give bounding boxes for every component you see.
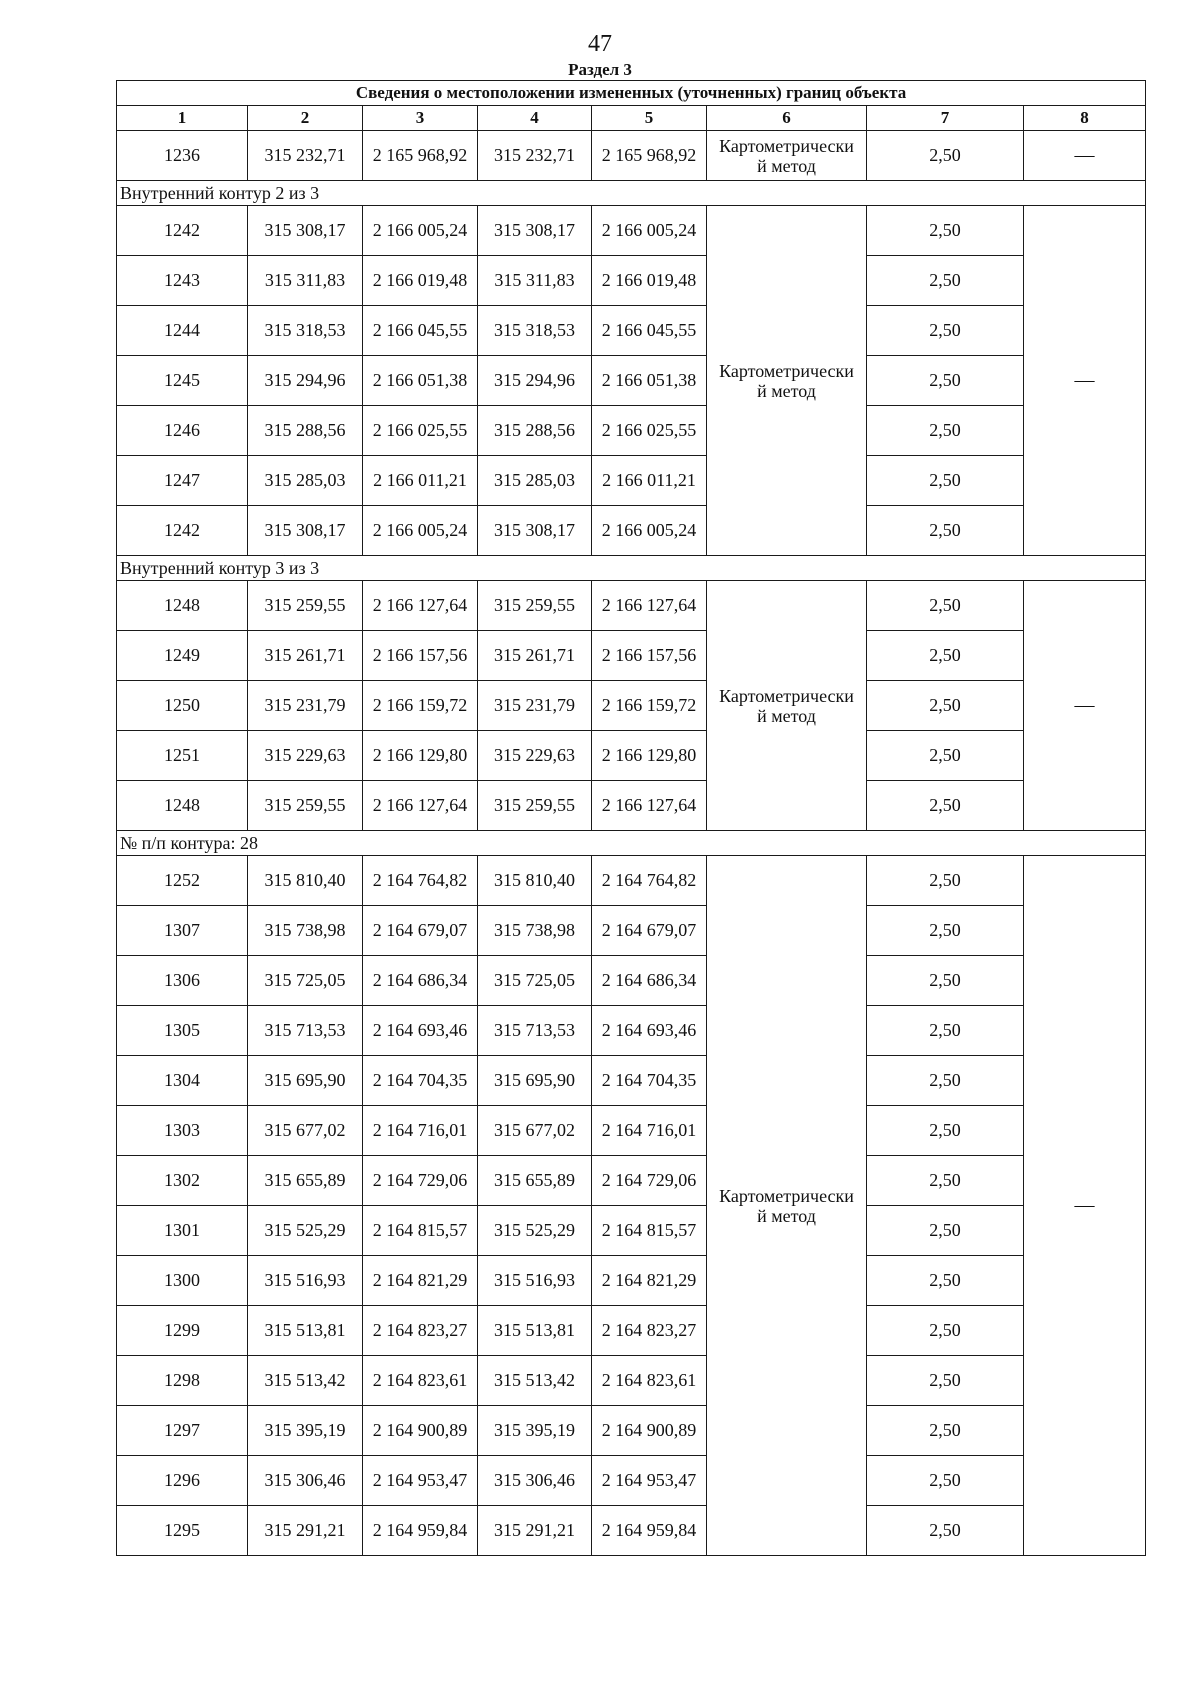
y-existing: 2 166 005,24 <box>363 506 478 556</box>
column-number-row <box>117 106 1146 131</box>
table-row <box>117 456 1146 506</box>
x-refined: 315 655,89 <box>478 1156 592 1206</box>
point-number: 1297 <box>117 1406 248 1456</box>
point-number: 1307 <box>117 906 248 956</box>
y-refined: 2 164 693,46 <box>592 1006 707 1056</box>
y-existing: 2 164 823,27 <box>363 1306 478 1356</box>
y-refined: 2 166 045,55 <box>592 306 707 356</box>
contour-label: Внутренний контур 3 из 3 <box>117 556 1146 581</box>
y-existing: 2 164 823,61 <box>363 1356 478 1406</box>
accuracy-value: 2,50 <box>867 1006 1024 1056</box>
accuracy-value: 2,50 <box>867 1506 1024 1556</box>
accuracy-value: 2,50 <box>867 206 1024 256</box>
y-refined: 2 164 686,34 <box>592 956 707 1006</box>
x-refined: 315 516,93 <box>478 1256 592 1306</box>
x-refined: 315 232,71 <box>478 131 592 181</box>
accuracy-value: 2,50 <box>867 1406 1024 1456</box>
y-refined: 2 166 025,55 <box>592 406 707 456</box>
point-number: 1298 <box>117 1356 248 1406</box>
method-text: й метод <box>757 380 816 401</box>
x-existing: 315 655,89 <box>248 1156 363 1206</box>
accuracy-value: 2,50 <box>867 781 1024 831</box>
x-refined: 315 311,83 <box>478 256 592 306</box>
y-existing: 2 166 157,56 <box>363 631 478 681</box>
y-refined: 2 164 953,47 <box>592 1456 707 1506</box>
y-refined: 2 164 823,61 <box>592 1356 707 1406</box>
table-row <box>117 631 1146 681</box>
y-existing: 2 166 025,55 <box>363 406 478 456</box>
method-text: й метод <box>757 155 816 176</box>
method-text: Картометрически <box>719 360 854 381</box>
x-existing: 315 229,63 <box>248 731 363 781</box>
accuracy-value: 2,50 <box>867 506 1024 556</box>
x-refined: 315 713,53 <box>478 1006 592 1056</box>
page-number: 47 <box>588 31 612 57</box>
x-refined: 315 695,90 <box>478 1056 592 1106</box>
point-number: 1299 <box>117 1306 248 1356</box>
column-number: 8 <box>1024 106 1146 131</box>
y-refined: 2 164 704,35 <box>592 1056 707 1106</box>
x-existing: 315 311,83 <box>248 256 363 306</box>
x-existing: 315 695,90 <box>248 1056 363 1106</box>
table-row <box>117 1306 1146 1356</box>
x-refined: 315 229,63 <box>478 731 592 781</box>
point-number: 1236 <box>117 131 248 181</box>
x-existing: 315 713,53 <box>248 1006 363 1056</box>
x-existing: 315 725,05 <box>248 956 363 1006</box>
accuracy-value: 2,50 <box>867 581 1024 631</box>
column-number: 6 <box>707 106 867 131</box>
method-cell <box>707 856 867 1556</box>
y-existing: 2 164 815,57 <box>363 1206 478 1256</box>
x-existing: 315 306,46 <box>248 1456 363 1506</box>
point-number: 1248 <box>117 581 248 631</box>
point-number: 1304 <box>117 1056 248 1106</box>
method-text: Картометрически <box>719 135 854 156</box>
table-row <box>117 406 1146 456</box>
y-existing: 2 166 127,64 <box>363 581 478 631</box>
column-number: 7 <box>867 106 1024 131</box>
x-existing: 315 525,29 <box>248 1206 363 1256</box>
x-refined: 315 288,56 <box>478 406 592 456</box>
accuracy-value: 2,50 <box>867 906 1024 956</box>
y-refined: 2 164 821,29 <box>592 1256 707 1306</box>
x-refined: 315 395,19 <box>478 1406 592 1456</box>
x-existing: 315 232,71 <box>248 131 363 181</box>
y-refined: 2 166 127,64 <box>592 581 707 631</box>
y-refined: 2 166 129,80 <box>592 731 707 781</box>
x-existing: 315 231,79 <box>248 681 363 731</box>
x-existing: 315 308,17 <box>248 506 363 556</box>
x-refined: 315 513,42 <box>478 1356 592 1406</box>
x-refined: 315 294,96 <box>478 356 592 406</box>
method-text: й метод <box>757 705 816 726</box>
y-refined: 2 164 959,84 <box>592 1506 707 1556</box>
table-row <box>117 581 1146 631</box>
x-refined: 315 291,21 <box>478 1506 592 1556</box>
section-title: Раздел 3 <box>568 60 632 79</box>
method-text: Картометрически <box>719 1185 854 1206</box>
y-existing: 2 164 716,01 <box>363 1106 478 1156</box>
point-number: 1296 <box>117 1456 248 1506</box>
x-existing: 315 810,40 <box>248 856 363 906</box>
contour-header-row <box>117 556 1146 581</box>
table-row <box>117 781 1146 831</box>
x-existing: 315 261,71 <box>248 631 363 681</box>
x-existing: 315 291,21 <box>248 1506 363 1556</box>
contour-label: Внутренний контур 2 из 3 <box>117 181 1146 206</box>
x-refined: 315 231,79 <box>478 681 592 731</box>
point-number: 1300 <box>117 1256 248 1306</box>
x-refined: 315 259,55 <box>478 781 592 831</box>
coordinates-table <box>116 80 1146 1556</box>
y-existing: 2 164 764,82 <box>363 856 478 906</box>
x-refined: 315 677,02 <box>478 1106 592 1156</box>
y-refined: 2 166 127,64 <box>592 781 707 831</box>
x-refined: 315 725,05 <box>478 956 592 1006</box>
y-existing: 2 164 959,84 <box>363 1506 478 1556</box>
accuracy-value: 2,50 <box>867 256 1024 306</box>
accuracy-value: 2,50 <box>867 681 1024 731</box>
x-existing: 315 259,55 <box>248 781 363 831</box>
table-title-row <box>117 81 1146 106</box>
x-refined: 315 525,29 <box>478 1206 592 1256</box>
point-number: 1305 <box>117 1006 248 1056</box>
accuracy-value: 2,50 <box>867 1356 1024 1406</box>
table-row <box>117 306 1146 356</box>
table-row <box>117 731 1146 781</box>
y-refined: 2 164 729,06 <box>592 1156 707 1206</box>
x-existing: 315 395,19 <box>248 1406 363 1456</box>
point-number: 1247 <box>117 456 248 506</box>
point-number: 1302 <box>117 1156 248 1206</box>
x-existing: 315 285,03 <box>248 456 363 506</box>
table-row <box>117 1506 1146 1556</box>
point-number: 1242 <box>117 206 248 256</box>
accuracy-value: 2,50 <box>867 1206 1024 1256</box>
y-existing: 2 166 045,55 <box>363 306 478 356</box>
table-row <box>117 1456 1146 1506</box>
column-number: 3 <box>363 106 478 131</box>
table-row <box>117 131 1146 181</box>
point-number: 1242 <box>117 506 248 556</box>
table-row <box>117 1256 1146 1306</box>
y-existing: 2 166 011,21 <box>363 456 478 506</box>
accuracy-value: 2,50 <box>867 356 1024 406</box>
table-row <box>117 956 1146 1006</box>
x-existing: 315 513,81 <box>248 1306 363 1356</box>
y-refined: 2 165 968,92 <box>592 131 707 181</box>
accuracy-value: 2,50 <box>867 1256 1024 1306</box>
y-existing: 2 164 821,29 <box>363 1256 478 1306</box>
accuracy-value: 2,50 <box>867 306 1024 356</box>
y-refined: 2 166 005,24 <box>592 506 707 556</box>
accuracy-value: 2,50 <box>867 1056 1024 1106</box>
y-existing: 2 166 019,48 <box>363 256 478 306</box>
method-text: й метод <box>757 1205 816 1226</box>
method-cell <box>707 581 867 831</box>
y-existing: 2 164 704,35 <box>363 1056 478 1106</box>
table-body <box>117 81 1146 1556</box>
y-refined: 2 164 764,82 <box>592 856 707 906</box>
x-existing: 315 288,56 <box>248 406 363 456</box>
point-number: 1252 <box>117 856 248 906</box>
y-refined: 2 166 019,48 <box>592 256 707 306</box>
table-row <box>117 856 1146 906</box>
accuracy-value: 2,50 <box>867 731 1024 781</box>
y-existing: 2 164 679,07 <box>363 906 478 956</box>
table-row <box>117 681 1146 731</box>
table-row <box>117 1106 1146 1156</box>
point-number: 1303 <box>117 1106 248 1156</box>
accuracy-value: 2,50 <box>867 631 1024 681</box>
accuracy-value: 2,50 <box>867 1106 1024 1156</box>
point-number: 1249 <box>117 631 248 681</box>
x-existing: 315 513,42 <box>248 1356 363 1406</box>
accuracy-value: 2,50 <box>867 131 1024 181</box>
accuracy-value: 2,50 <box>867 956 1024 1006</box>
column-number: 1 <box>117 106 248 131</box>
y-refined: 2 164 815,57 <box>592 1206 707 1256</box>
accuracy-value: 2,50 <box>867 1456 1024 1506</box>
y-refined: 2 166 157,56 <box>592 631 707 681</box>
table-row <box>117 206 1146 256</box>
table-row <box>117 1356 1146 1406</box>
table-row <box>117 1056 1146 1106</box>
point-number: 1246 <box>117 406 248 456</box>
y-refined: 2 166 159,72 <box>592 681 707 731</box>
x-existing: 315 738,98 <box>248 906 363 956</box>
point-number: 1295 <box>117 1506 248 1556</box>
accuracy-value: 2,50 <box>867 1306 1024 1356</box>
column-number: 5 <box>592 106 707 131</box>
x-refined: 315 261,71 <box>478 631 592 681</box>
x-refined: 315 810,40 <box>478 856 592 906</box>
y-existing: 2 164 693,46 <box>363 1006 478 1056</box>
y-existing: 2 164 686,34 <box>363 956 478 1006</box>
y-existing: 2 164 900,89 <box>363 1406 478 1456</box>
table-row <box>117 256 1146 306</box>
y-existing: 2 166 051,38 <box>363 356 478 406</box>
y-existing: 2 166 127,64 <box>363 781 478 831</box>
x-refined: 315 306,46 <box>478 1456 592 1506</box>
table-row <box>117 1156 1146 1206</box>
column-8-value: — <box>1024 206 1146 556</box>
point-number: 1248 <box>117 781 248 831</box>
y-existing: 2 164 953,47 <box>363 1456 478 1506</box>
table-row <box>117 1006 1146 1056</box>
accuracy-value: 2,50 <box>867 1156 1024 1206</box>
y-existing: 2 166 159,72 <box>363 681 478 731</box>
y-existing: 2 166 005,24 <box>363 206 478 256</box>
point-number: 1245 <box>117 356 248 406</box>
table-row <box>117 506 1146 556</box>
contour-header-row <box>117 181 1146 206</box>
y-refined: 2 164 679,07 <box>592 906 707 956</box>
y-refined: 2 164 823,27 <box>592 1306 707 1356</box>
accuracy-value: 2,50 <box>867 456 1024 506</box>
method-cell <box>707 131 867 181</box>
table-row <box>117 1406 1146 1456</box>
x-existing: 315 294,96 <box>248 356 363 406</box>
table-title: Сведения о местоположении измененных (уточненных) границ объекта <box>117 81 1146 106</box>
point-number: 1243 <box>117 256 248 306</box>
y-existing: 2 164 729,06 <box>363 1156 478 1206</box>
column-8-value: — <box>1024 131 1146 181</box>
y-existing: 2 166 129,80 <box>363 731 478 781</box>
x-refined: 315 285,03 <box>478 456 592 506</box>
y-refined: 2 166 051,38 <box>592 356 707 406</box>
y-refined: 2 164 716,01 <box>592 1106 707 1156</box>
x-refined: 315 318,53 <box>478 306 592 356</box>
column-8-value: — <box>1024 856 1146 1556</box>
y-existing: 2 165 968,92 <box>363 131 478 181</box>
x-existing: 315 516,93 <box>248 1256 363 1306</box>
column-8-value: — <box>1024 581 1146 831</box>
point-number: 1251 <box>117 731 248 781</box>
x-existing: 315 308,17 <box>248 206 363 256</box>
point-number: 1306 <box>117 956 248 1006</box>
contour-label: № п/п контура: 28 <box>117 831 1146 856</box>
x-refined: 315 308,17 <box>478 506 592 556</box>
contour-header-row <box>117 831 1146 856</box>
x-existing: 315 318,53 <box>248 306 363 356</box>
y-refined: 2 166 005,24 <box>592 206 707 256</box>
table-row <box>117 906 1146 956</box>
x-refined: 315 308,17 <box>478 206 592 256</box>
point-number: 1250 <box>117 681 248 731</box>
x-existing: 315 677,02 <box>248 1106 363 1156</box>
accuracy-value: 2,50 <box>867 856 1024 906</box>
point-number: 1301 <box>117 1206 248 1256</box>
method-cell <box>707 206 867 556</box>
column-number: 4 <box>478 106 592 131</box>
method-text: Картометрически <box>719 685 854 706</box>
point-number: 1244 <box>117 306 248 356</box>
x-refined: 315 513,81 <box>478 1306 592 1356</box>
y-refined: 2 166 011,21 <box>592 456 707 506</box>
accuracy-value: 2,50 <box>867 406 1024 456</box>
x-existing: 315 259,55 <box>248 581 363 631</box>
table-row <box>117 1206 1146 1256</box>
x-refined: 315 738,98 <box>478 906 592 956</box>
table-row <box>117 356 1146 406</box>
column-number: 2 <box>248 106 363 131</box>
y-refined: 2 164 900,89 <box>592 1406 707 1456</box>
x-refined: 315 259,55 <box>478 581 592 631</box>
